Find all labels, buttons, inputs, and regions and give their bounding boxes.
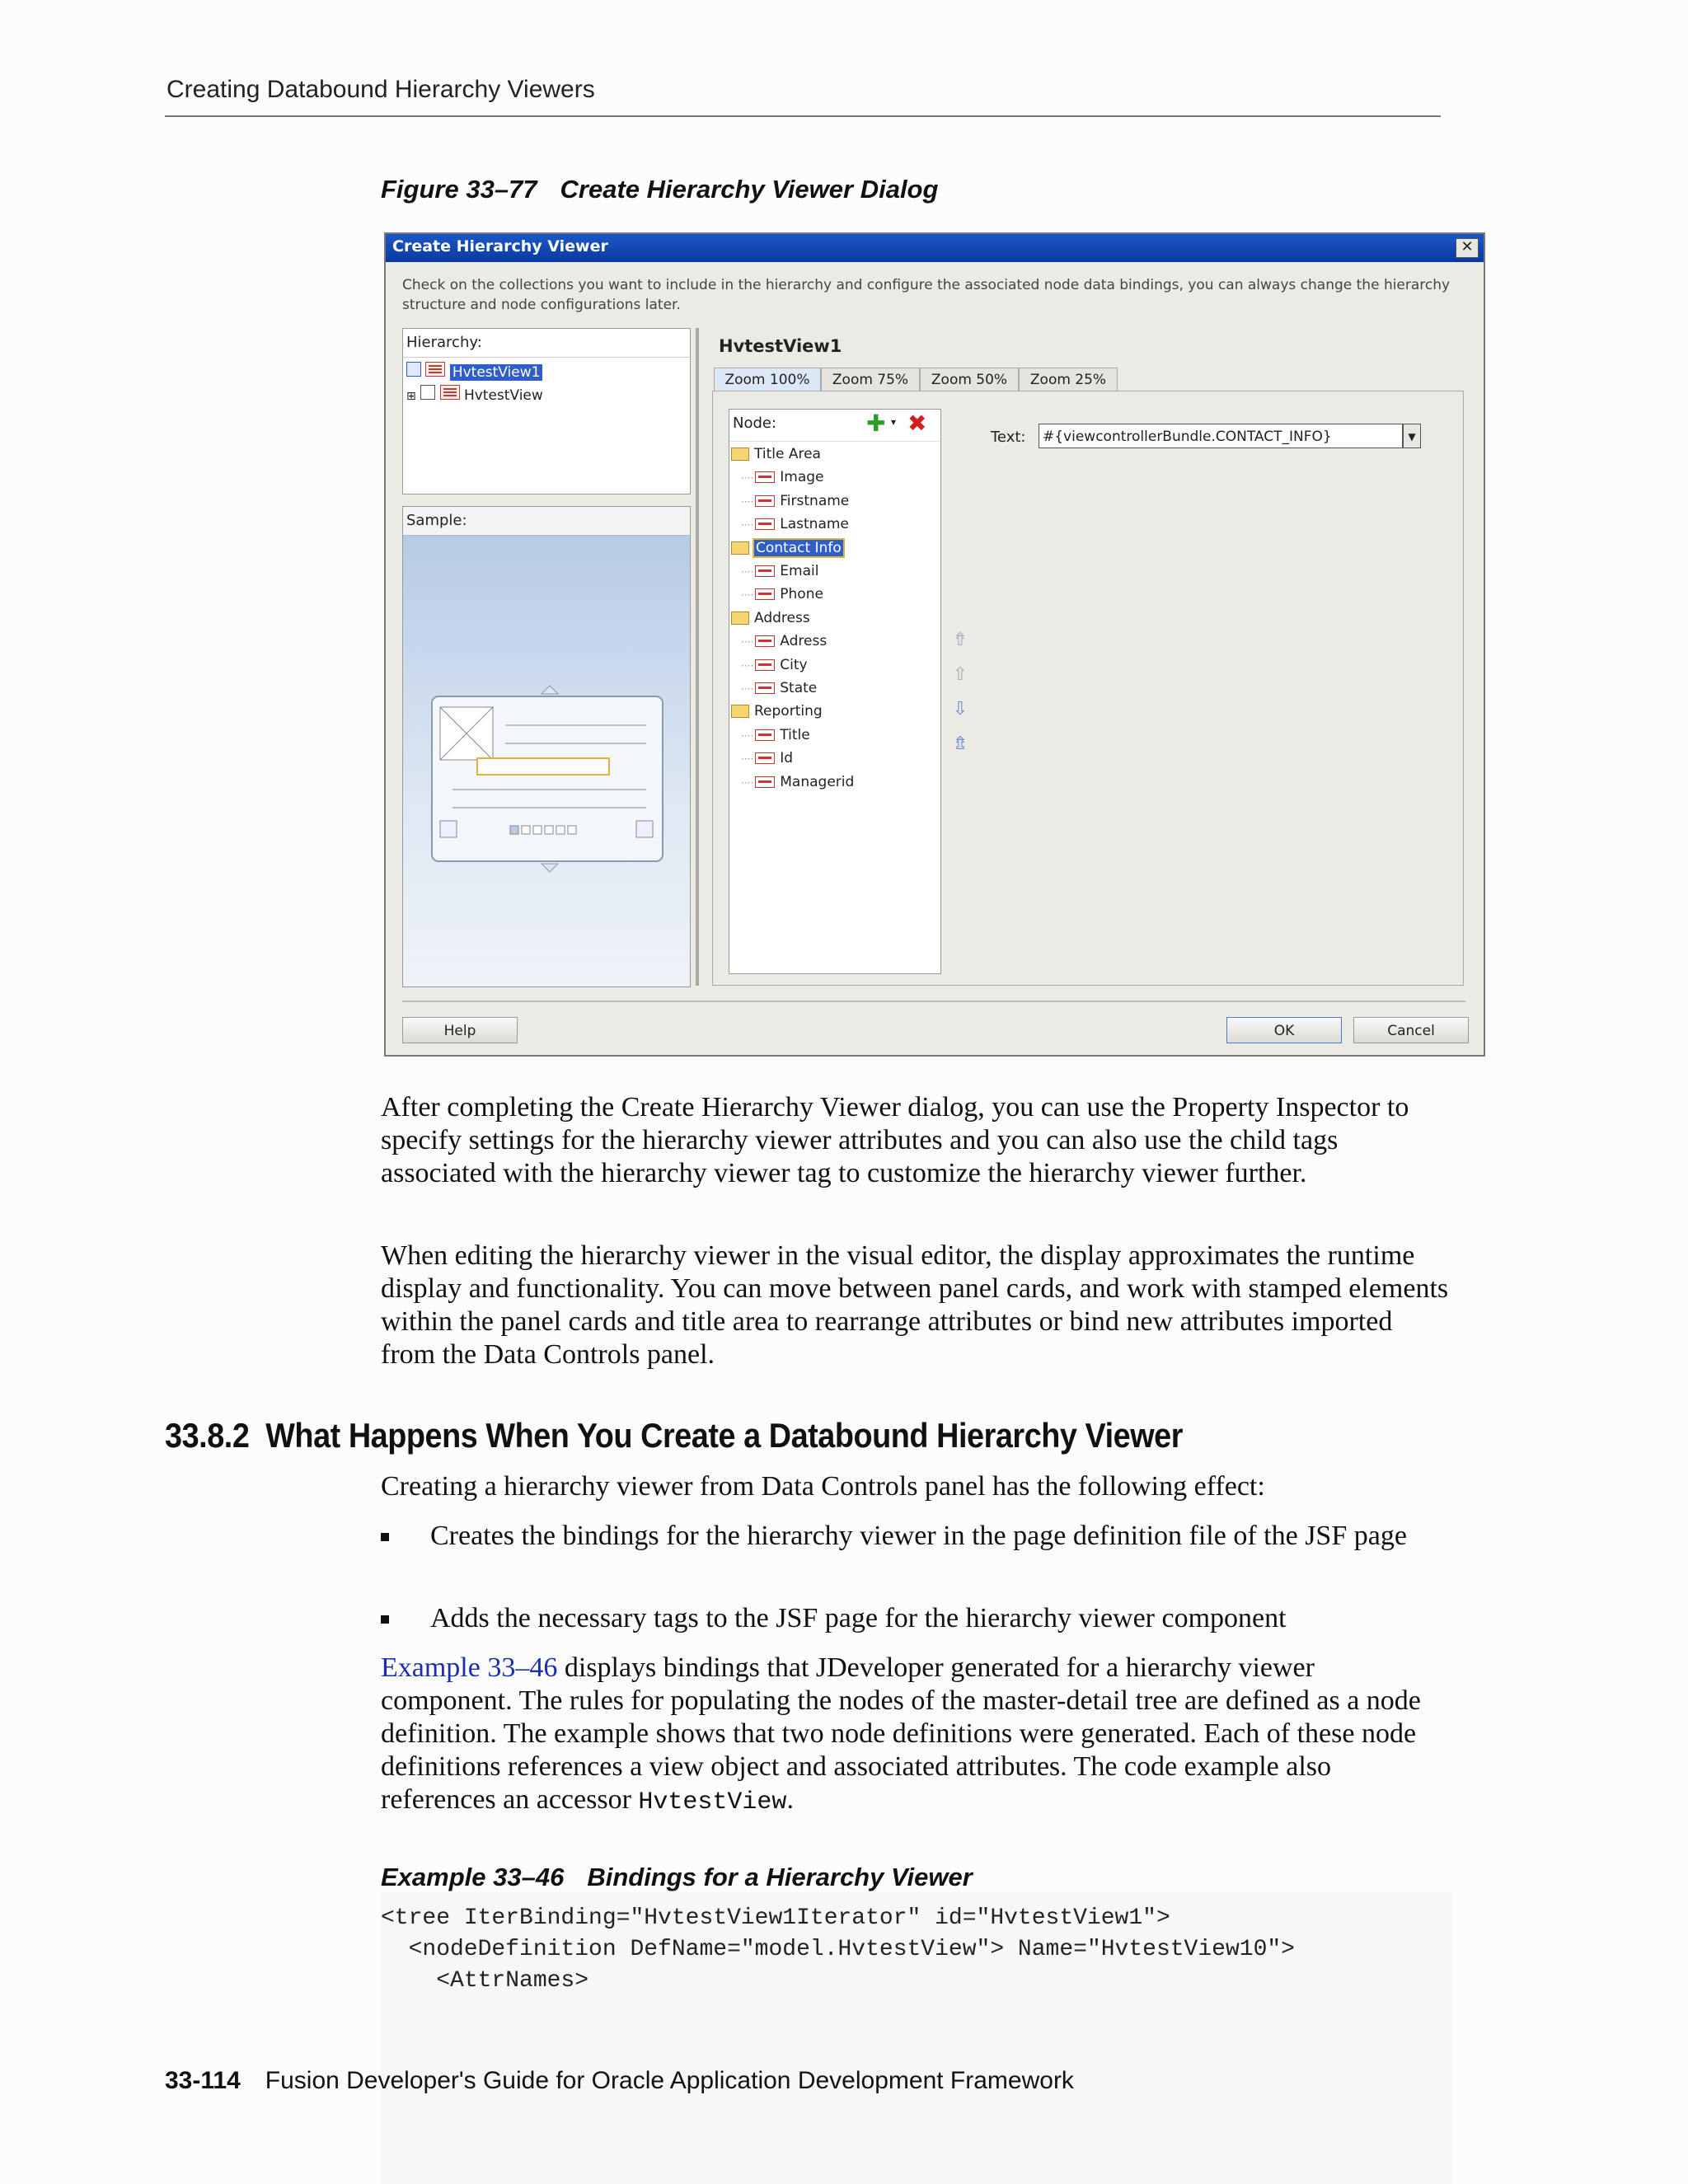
tree-connector: ···· [741, 636, 754, 649]
node-item[interactable] [741, 774, 854, 790]
move-down-icon[interactable]: ⇩ [952, 699, 968, 719]
page-number: 33-114 [165, 2067, 241, 2094]
attribute-icon [755, 776, 775, 788]
node-item[interactable] [741, 563, 818, 579]
node-item[interactable] [741, 657, 808, 673]
hierarchy-item-label: HvtestView1 [450, 364, 543, 381]
node-label: Node: [733, 415, 777, 432]
node-item-label: Title Area [754, 446, 821, 462]
node-item[interactable] [731, 703, 823, 719]
tree-connector: ···· [741, 566, 754, 578]
node-item-label: Email [780, 563, 819, 579]
running-header: Creating Databound Hierarchy Viewers [166, 76, 595, 103]
paragraph-text: displays bindings that JDeveloper generated for a hierarchy viewer component. The rules for populating the nodes of the master-detail tree are defined as a node definition. The example shows that two node definitions were generated. Each of these node definitions references a view object and associated attributes. The code example also references an accessor [381, 1652, 1421, 1815]
hierarchy-item-hvtestview1[interactable] [406, 362, 542, 381]
paragraph [381, 1652, 1452, 1819]
checkbox-unchecked-icon[interactable] [420, 385, 435, 400]
book-title: Fusion Developer's Guide for Oracle Application Development Framework [265, 2067, 1074, 2094]
figure-title: Create Hierarchy Viewer Dialog [560, 175, 939, 204]
figure-number: Figure 33–77 [381, 175, 537, 204]
view-object-icon [440, 385, 460, 400]
text-label: Text: [991, 429, 1026, 446]
bullet-text: Creates the bindings for the hierarchy viewer in the page definition file of the JSF page [430, 1521, 1407, 1551]
example-title: Bindings for a Hierarchy Viewer [587, 1863, 973, 1891]
tree-connector: ···· [741, 683, 754, 695]
tab-zoom-100[interactable]: Zoom 100% [714, 368, 821, 391]
dropdown-arrow-icon[interactable]: ▼ [1403, 424, 1421, 448]
splitter[interactable] [696, 328, 699, 986]
node-item-label: Contact Info [756, 539, 842, 556]
chevron-down-icon[interactable]: ▾ [891, 416, 897, 428]
paragraph: After completing the Create Hierarchy Viewer dialog, you can use the Property Inspector to specify settings for the hierarchy viewer attributes and you can also use the child tags associated with the hierarchy viewer tag to customize the hierarchy viewer further. [381, 1092, 1409, 1188]
code-line: <nodeDefinition DefName="model.HvtestView"> Name="HvtestView10"> [381, 1937, 1295, 1962]
node-item-label: Lastname [780, 516, 849, 533]
attribute-icon [755, 635, 775, 647]
folder-icon [731, 448, 749, 461]
help-button[interactable]: Help [402, 1017, 518, 1043]
bullet-icon [381, 1615, 389, 1624]
node-item-label: Id [780, 750, 794, 767]
divider [403, 357, 690, 358]
node-item[interactable] [741, 493, 849, 509]
section-title: What Happens When You Create a Databound Hierarchy Viewer [265, 1416, 1184, 1455]
hierarchy-label: Hierarchy: [406, 334, 482, 351]
attribute-icon [755, 588, 775, 600]
attribute-icon [755, 471, 775, 483]
bullet-icon [381, 1533, 389, 1541]
tab-zoom-75[interactable]: Zoom 75% [821, 368, 920, 391]
example-caption [381, 1863, 973, 1892]
node-item[interactable] [741, 469, 824, 485]
node-item[interactable] [731, 540, 843, 556]
attribute-icon [755, 659, 775, 671]
sample-label-bar [403, 507, 690, 536]
sample-node-card [403, 536, 690, 987]
dialog-description: Check on the collections you want to include in the hierarchy and configure the associated node data bindings, you can always change the hierarchy structure and node configurations later. [402, 277, 1451, 313]
move-to-bottom-icon[interactable]: ⇯ [952, 733, 968, 754]
node-item-label: Title [780, 726, 810, 743]
move-to-top-icon[interactable]: ⇮ [952, 630, 968, 650]
divider [729, 441, 940, 442]
tree-connector: ···· [741, 776, 754, 789]
tab-zoom-50[interactable]: Zoom 50% [920, 368, 1019, 391]
attribute-icon [755, 565, 775, 577]
node-item[interactable] [741, 680, 817, 696]
add-node-icon[interactable]: ✚ [866, 410, 886, 437]
figure-caption [381, 175, 938, 204]
tree-connector: ···· [741, 659, 754, 672]
node-item[interactable] [741, 750, 793, 766]
attribute-icon [755, 518, 775, 530]
footer-divider [402, 1001, 1465, 1002]
bullet-item [381, 1602, 1452, 1635]
hierarchy-panel [402, 328, 691, 494]
delete-node-icon[interactable]: ✖ [907, 410, 927, 437]
node-item[interactable] [741, 727, 810, 743]
paragraph: When editing the hierarchy viewer in the visual editor, the display approximates the runtime display and functionality. You can move between panel cards, and work with stamped elements within the panel cards and title area to rearrange attributes or bind new attributes imported from the Data Controls panel. [381, 1240, 1449, 1370]
node-item[interactable] [741, 516, 849, 532]
text-field[interactable]: #{viewcontrollerBundle.CONTACT_INFO} [1039, 424, 1403, 448]
folder-icon [731, 612, 749, 625]
bullet-item [381, 1520, 1452, 1553]
attribute-icon [755, 495, 775, 507]
code-line: <AttrNames> [381, 1968, 589, 1994]
node-item-label: Address [754, 609, 810, 626]
tab-zoom-25[interactable]: Zoom 25% [1019, 368, 1118, 391]
header-rule [165, 115, 1441, 117]
view-object-icon [425, 362, 445, 377]
tree-connector: ···· [741, 729, 754, 742]
node-item-label: Managerid [780, 773, 855, 790]
example-number: Example 33–46 [381, 1863, 565, 1891]
tree-connector: ···· [741, 495, 754, 508]
node-item-label: Adress [780, 633, 828, 650]
node-item-label: State [780, 680, 818, 696]
dialog-titlebar [386, 234, 1484, 262]
node-item-label: Firstname [780, 492, 850, 509]
attribute-icon [755, 682, 775, 694]
bullet-text: Adds the necessary tags to the JSF page for the hierarchy viewer component [430, 1603, 1287, 1633]
node-panel [729, 409, 941, 974]
ok-button[interactable]: OK [1226, 1017, 1342, 1043]
inline-code: HvtestView [638, 1788, 787, 1816]
node-item[interactable] [741, 633, 827, 649]
node-item[interactable] [741, 586, 823, 602]
tree-connector: ···· [741, 472, 754, 485]
tree-connector: ···· [741, 753, 754, 766]
move-up-icon[interactable]: ⇧ [952, 664, 968, 685]
attribute-icon [755, 752, 775, 764]
page-footer [165, 2067, 1074, 2095]
node-item[interactable] [731, 446, 821, 462]
hierarchy-item-hvtestview[interactable] [406, 385, 543, 404]
paragraph: Creating a hierarchy viewer from Data Controls panel has the following effect: [381, 1471, 1265, 1502]
paragraph-end: . [786, 1784, 794, 1815]
expand-icon[interactable]: ⊞ [406, 390, 416, 403]
folder-icon [731, 705, 749, 718]
example-link[interactable]: Example 33–46 [381, 1652, 558, 1683]
node-item-label: Reporting [754, 703, 823, 720]
create-hierarchy-viewer-dialog [384, 232, 1485, 1057]
folder-icon [731, 541, 749, 555]
attribute-icon [755, 729, 775, 741]
section-number: 33.8.2 [165, 1416, 250, 1455]
close-icon[interactable]: ✕ [1456, 238, 1479, 258]
hierarchy-item-label: HvtestView [463, 387, 543, 404]
tree-connector: ···· [741, 519, 754, 532]
node-item-label: Phone [780, 586, 823, 603]
sample-label: Sample: [406, 512, 467, 529]
section-heading [165, 1416, 1183, 1455]
node-item[interactable] [731, 610, 810, 626]
tree-connector: ···· [741, 589, 754, 602]
code-line: <tree IterBinding="HvtestView1Iterator" id="HvtestView1"> [381, 1905, 1170, 1931]
node-item-label: City [780, 656, 808, 673]
cancel-button[interactable]: Cancel [1353, 1017, 1469, 1043]
dialog-title: Create Hierarchy Viewer [392, 237, 608, 255]
sample-panel [402, 506, 691, 987]
view-title: HvtestView1 [719, 336, 842, 356]
node-item-label: Image [780, 469, 824, 486]
checkbox-checked-icon[interactable] [406, 362, 421, 377]
